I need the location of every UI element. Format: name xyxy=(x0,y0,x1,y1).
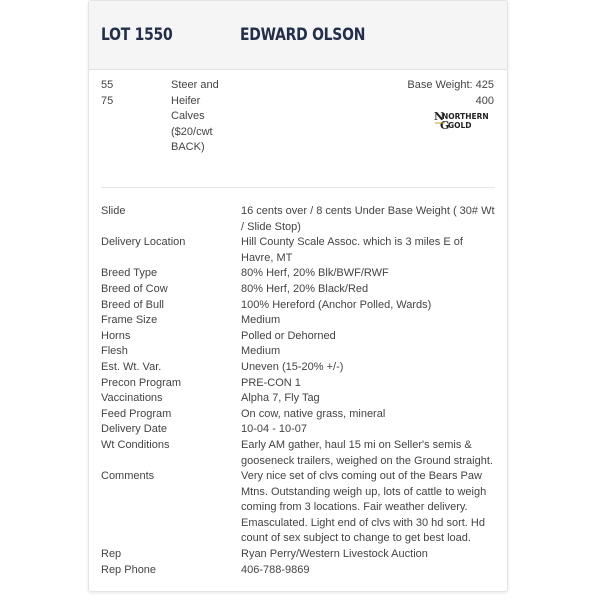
detail-value: 10-04 - 10-07 xyxy=(241,423,308,436)
detail-value: Polled or Dehorned xyxy=(241,329,336,342)
head-count-steers: 55 xyxy=(101,79,114,91)
detail-value: Early AM gather, haul 15 mi on Seller's semis & gooseneck trailers, weighed on the Ground straight. xyxy=(241,438,493,467)
detail-label: Comments xyxy=(101,470,155,483)
detail-value: Alpha 7, Fly Tag xyxy=(241,392,320,405)
detail-label: Slide xyxy=(101,205,126,217)
head-count-heifers: 75 xyxy=(101,94,114,107)
lot-header xyxy=(89,1,507,70)
detail-label: Flesh xyxy=(101,345,128,358)
base-weight-primary: Base Weight: 425 xyxy=(407,79,494,91)
detail-row xyxy=(101,438,497,469)
logo-line1-text: NORTHERN xyxy=(442,112,489,121)
detail-row xyxy=(101,344,497,360)
base-weights xyxy=(407,78,494,109)
head-counts xyxy=(101,78,113,109)
detail-row xyxy=(101,235,497,266)
detail-label: Precon Program xyxy=(101,376,182,389)
detail-row xyxy=(101,391,497,407)
detail-value: Hill County Scale Assoc. which is 3 miles E of Havre, MT xyxy=(241,236,463,264)
lot-number: LOT 1550 xyxy=(101,25,173,45)
detail-row xyxy=(101,376,497,392)
detail-value: PRE-CON 1 xyxy=(241,376,301,389)
detail-value: 80% Herf, 20% Blk/BWF/RWF xyxy=(241,267,389,280)
detail-value: Medium xyxy=(241,345,281,358)
detail-label: Breed of Bull xyxy=(101,298,164,311)
detail-value: 16 cents over / 8 cents Under Base Weight ( 30# Wt / Slide Stop) xyxy=(241,205,495,233)
lot-card xyxy=(88,0,508,592)
logo-n-letter: N xyxy=(434,110,445,123)
detail-label: Est. Wt. Var. xyxy=(101,360,162,373)
lot-description: Steer and Heifer Calves ($20/cwt BACK) xyxy=(171,79,219,153)
detail-value: Medium xyxy=(241,314,281,327)
detail-row xyxy=(101,469,497,547)
base-weight-secondary: 400 xyxy=(475,94,494,107)
detail-value: On cow, native grass, mineral xyxy=(241,407,386,420)
detail-row xyxy=(101,266,497,282)
detail-label: Breed of Cow xyxy=(101,282,168,295)
logo-g-letter: G xyxy=(440,119,450,132)
detail-row xyxy=(101,282,497,298)
detail-value: Uneven (15-20% +/-) xyxy=(241,360,344,373)
lot-summary xyxy=(89,69,507,187)
detail-row xyxy=(101,422,497,438)
detail-row xyxy=(101,313,497,329)
detail-row xyxy=(101,298,497,314)
detail-value: Ryan Perry/Western Livestock Auction xyxy=(241,548,428,561)
detail-row xyxy=(101,360,497,376)
detail-label: Vaccinations xyxy=(101,392,163,405)
northern-gold-logo xyxy=(433,110,497,132)
detail-label: Horns xyxy=(101,329,131,342)
detail-label: Rep xyxy=(101,548,122,561)
detail-label: Feed Program xyxy=(101,407,172,420)
detail-label: Breed Type xyxy=(101,267,158,280)
detail-label: Frame Size xyxy=(101,314,158,327)
detail-row xyxy=(101,547,497,563)
detail-value: 80% Herf, 20% Black/Red xyxy=(241,282,369,295)
logo-line2-text: GOLD xyxy=(448,121,472,130)
seller-name: EDWARD OLSON xyxy=(240,25,366,45)
detail-value: Very nice set of clvs coming out of the Bears Paw Mtns. Outstanding weigh up, lots of cattle to weigh coming from 3 locations. Fair weather delivery. Emasculated. Light end of clvs with 30 hd sort. Hd count of sex subject to change to get best load. xyxy=(241,470,487,545)
detail-label: Rep Phone xyxy=(101,563,157,576)
detail-row xyxy=(101,204,497,235)
detail-row xyxy=(101,407,497,423)
detail-label: Delivery Date xyxy=(101,423,168,436)
detail-value: 100% Hereford (Anchor Polled, Wards) xyxy=(241,298,432,311)
detail-row xyxy=(101,563,497,579)
detail-label: Delivery Location xyxy=(101,236,186,249)
detail-label: Wt Conditions xyxy=(101,438,170,451)
section-divider xyxy=(101,187,495,188)
detail-row xyxy=(101,329,497,345)
lot-details xyxy=(101,204,497,578)
detail-value: 406-788-9869 xyxy=(241,563,310,576)
